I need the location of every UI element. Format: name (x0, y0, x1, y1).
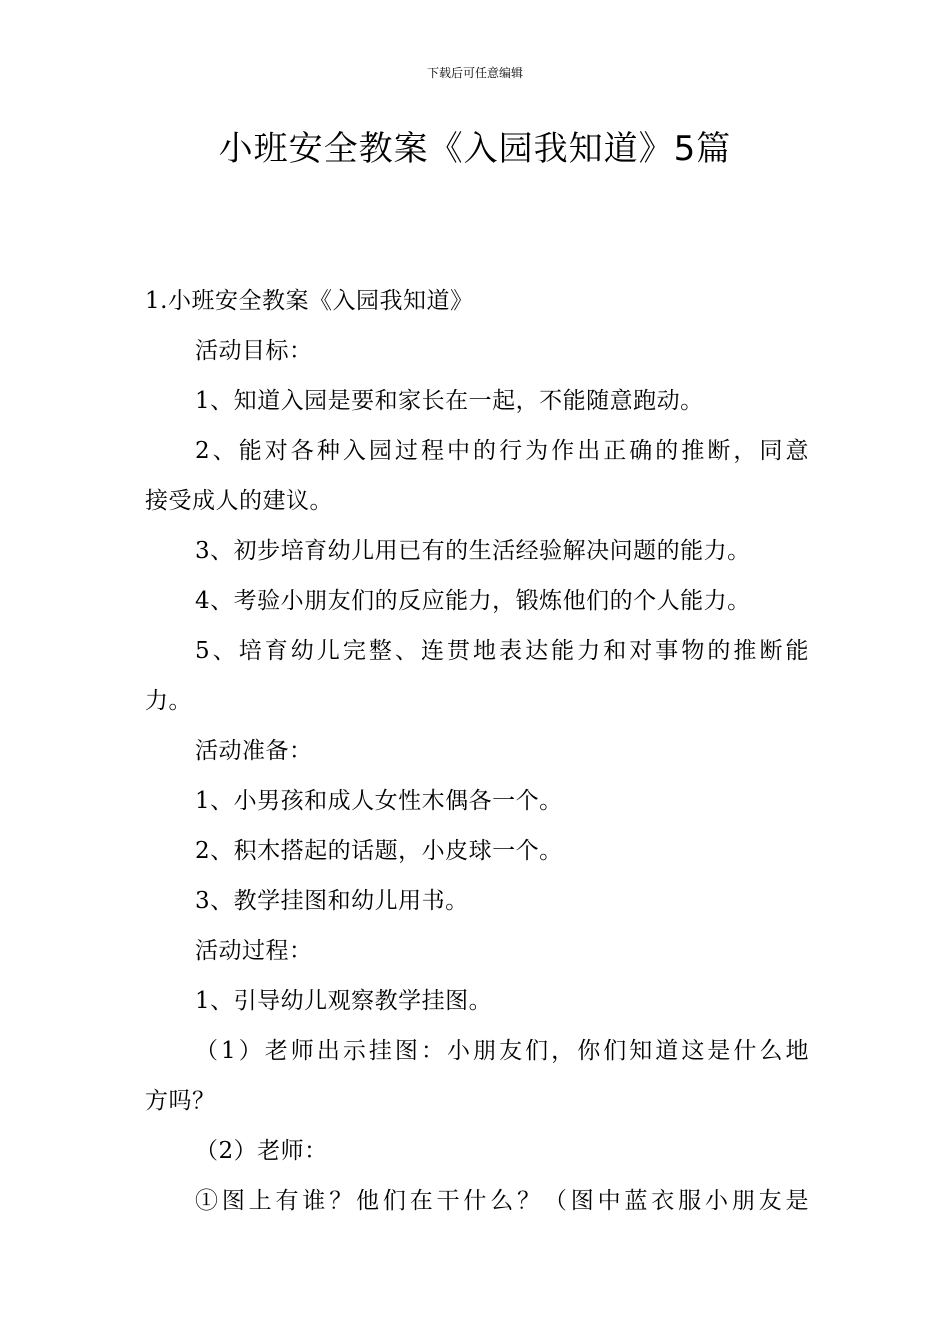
paragraph-line: （1）老师出示挂图：小朋友们，你们知道这是什么地 (195, 1038, 809, 1064)
paragraph-line: 2、积木搭起的话题，小皮球一个。 (195, 838, 563, 864)
paragraph-line: 方吗？ (145, 1088, 216, 1114)
section-heading: 1.小班安全教案《入园我知道》 (145, 288, 474, 314)
paragraph-line: 活动过程： (195, 938, 313, 964)
paragraph-line: 接受成人的建议。 (145, 488, 333, 514)
paragraph-line: （2）老师： (195, 1138, 328, 1164)
paragraph-line: 1、引导幼儿观察教学挂图。 (195, 988, 493, 1014)
paragraph-line: 5、培育幼儿完整、连贯地表达能力和对事物的推断能 (195, 638, 809, 664)
paragraph-line: 1、小男孩和成人女性木偶各一个。 (195, 788, 563, 814)
document-title: 小班安全教案《入园我知道》5篇 (218, 129, 732, 169)
paragraph-line: 3、初步培育幼儿用已有的生活经验解决问题的能力。 (195, 538, 751, 564)
paragraph-line: 2、能对各种入园过程中的行为作出正确的推断，同意 (195, 438, 809, 464)
paragraph-line: 力。 (145, 688, 192, 714)
paragraph-line: ①图上有谁？他们在干什么？（图中蓝衣服小朋友是 (195, 1188, 809, 1214)
paragraph-line: 活动准备： (195, 738, 313, 764)
document-body (145, 276, 809, 1226)
page-header-note: 下载后可任意编辑 (426, 66, 523, 80)
paragraph-line: 3、教学挂图和幼儿用书。 (195, 888, 469, 914)
paragraph-line: 1、知道入园是要和家长在一起，不能随意跑动。 (195, 388, 704, 414)
paragraph-line: 活动目标： (195, 338, 313, 364)
paragraph-line: 4、考验小朋友们的反应能力，锻炼他们的个人能力。 (195, 588, 751, 614)
